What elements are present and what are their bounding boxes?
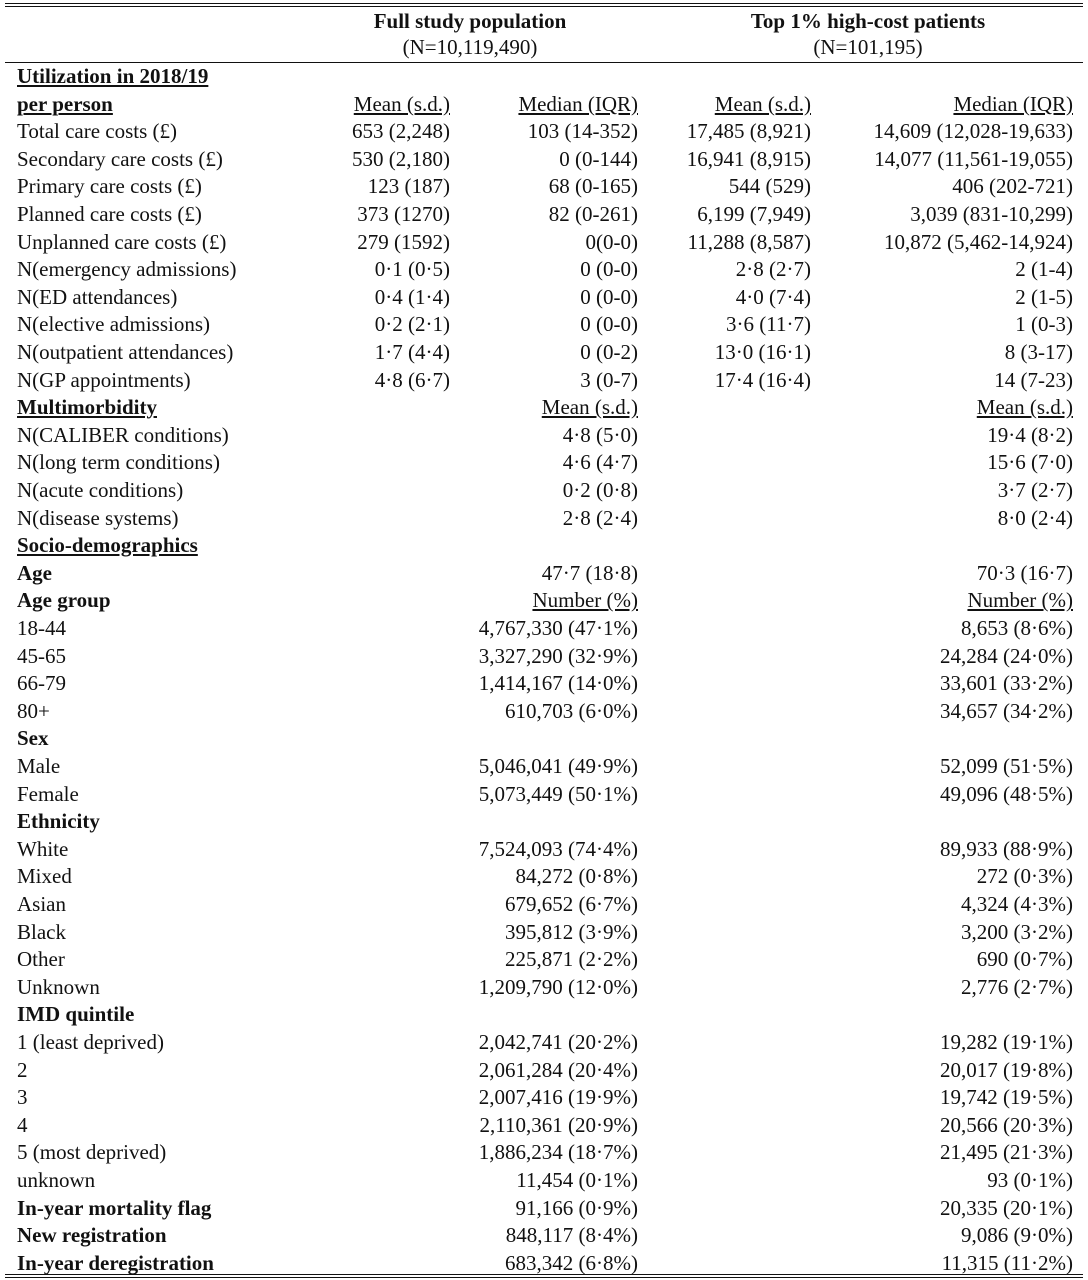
table-cell: 91,166 (0·9%) <box>515 1195 638 1220</box>
table-cell: 2 (1-5) <box>1015 284 1073 309</box>
subsection-title-age: Age <box>17 560 52 585</box>
table-cell: 20,566 (20·3%) <box>940 1112 1073 1137</box>
table-cell: 2,042,741 (20·2%) <box>478 1030 638 1054</box>
table-row <box>0 643 1088 671</box>
top-rule-1 <box>5 3 1083 4</box>
subsection-title-imd: IMD quintile <box>17 1002 135 1027</box>
table-cell: 0 (0-2) <box>580 340 638 364</box>
table-row <box>0 1084 1088 1112</box>
row-label: 2 <box>17 1057 28 1082</box>
row-label: 1 (least deprived) <box>17 1030 164 1054</box>
table-cell: 0 (0-144) <box>559 146 638 171</box>
table-cell: 530 (2,180) <box>352 146 450 171</box>
table-cell: 225,871 (2·2%) <box>505 947 638 972</box>
table-cell: 14,609 (12,028-19,633) <box>873 119 1073 144</box>
full-population-header <box>330 8 610 60</box>
table-cell: 11,288 (8,587) <box>687 229 811 254</box>
table-row <box>0 229 1088 257</box>
top-cost-n: (N=101,195) <box>813 35 923 59</box>
table-cell: 33,601 (33·2%) <box>940 671 1073 696</box>
table-cell: 15·6 (7·0) <box>987 450 1073 475</box>
table-cell: 82 (0-261) <box>548 202 638 226</box>
row-label: Primary care costs (£) <box>17 174 202 199</box>
row-label: N(GP appointments) <box>17 367 191 392</box>
row-label: Secondary care costs (£) <box>17 146 223 171</box>
table-cell: 13·0 (16·1) <box>714 340 811 364</box>
table-cell: 683,342 (6·8%) <box>505 1250 638 1275</box>
table-cell: 406 (202-721) <box>952 174 1073 199</box>
table-cell: 2·8 (2·7) <box>735 257 811 282</box>
table-row <box>0 1167 1088 1195</box>
table-row <box>0 1057 1088 1085</box>
section-title-sociodemographics: Socio-demographics <box>17 533 198 558</box>
table-cell: 17,485 (8,921) <box>686 119 811 144</box>
row-label: Asian <box>17 892 66 916</box>
row-label: N(long term conditions) <box>17 450 220 475</box>
table-row <box>0 505 1088 533</box>
row-label: 45-65 <box>17 643 66 668</box>
row-label: Mixed <box>17 864 72 889</box>
table-cell: 93 (0·1%) <box>987 1168 1073 1192</box>
table-row <box>0 339 1088 367</box>
subsection-title-ethnicity: Ethnicity <box>17 809 100 834</box>
col-header-full-mean: Mean (s.d.) <box>353 91 450 116</box>
row-label: 80+ <box>17 698 50 723</box>
table-row <box>0 173 1088 201</box>
table-cell: 610,703 (6·0%) <box>505 698 638 723</box>
table-cell: 8 (3-17) <box>1004 340 1073 364</box>
utilization-col-header-row <box>0 91 1088 119</box>
table-cell: 70·3 (16·7) <box>976 560 1073 585</box>
section-multimorbidity <box>0 394 1088 422</box>
subsection-ethnicity <box>0 808 1088 836</box>
table-row <box>0 1139 1088 1167</box>
table-cell: 2,776 (2·7%) <box>961 974 1073 999</box>
row-label: N(outpatient attendances) <box>17 340 234 364</box>
table-cell: 5,073,449 (50·1%) <box>478 781 638 806</box>
table-row <box>0 698 1088 726</box>
full-population-title: Full study population <box>373 9 567 33</box>
table-row <box>0 422 1088 450</box>
table-cell: 4·0 (7·4) <box>735 284 811 309</box>
table-cell: 89,933 (88·9%) <box>940 836 1073 861</box>
row-label: N(elective admissions) <box>17 312 211 337</box>
table-row <box>0 1195 1088 1223</box>
table-cell: 4·8 (5·0) <box>562 422 638 447</box>
section-utilization <box>0 63 1088 91</box>
row-label: N(emergency admissions) <box>17 257 237 282</box>
table-cell: 3 (0-7) <box>580 367 638 392</box>
table-row <box>0 919 1088 947</box>
table-cell: 11,315 (11·2%) <box>941 1250 1073 1275</box>
table-cell: 2,110,361 (20·9%) <box>479 1112 638 1137</box>
table-cell: 21,495 (21·3%) <box>940 1140 1073 1165</box>
table-cell: 0 (0-0) <box>580 257 638 282</box>
row-label: White <box>17 836 69 861</box>
top-cost-title: Top 1% high-cost patients <box>750 9 986 33</box>
table-cell: 19·4 (8·2) <box>987 422 1073 447</box>
table-cell: 24,284 (24·0%) <box>940 643 1073 668</box>
table-row <box>0 946 1088 974</box>
table-row <box>0 1029 1088 1057</box>
table-cell: 84,272 (0·8%) <box>515 864 638 889</box>
col-header-full-median: Median (IQR) <box>518 91 638 116</box>
table-row <box>0 284 1088 312</box>
table-cell: 690 (0·7%) <box>976 947 1073 972</box>
row-label: Unplanned care costs (£) <box>17 229 227 254</box>
subsection-title-dereg: In-year deregistration <box>17 1250 214 1275</box>
section-title-utilization: Utilization in 2018/19 <box>17 64 209 88</box>
table-cell: 4,324 (4·3%) <box>961 892 1073 916</box>
table-row <box>0 311 1088 339</box>
subsection-age-group <box>0 587 1088 615</box>
table-cell: 2,061,284 (20·4%) <box>478 1057 638 1082</box>
row-label: 4 <box>17 1112 28 1137</box>
table-cell: 0·1 (0·5) <box>374 257 450 282</box>
subsection-sex <box>0 725 1088 753</box>
table-row <box>0 201 1088 229</box>
table-row <box>0 670 1088 698</box>
table-cell: 2·8 (2·4) <box>562 505 638 530</box>
row-label: Male <box>17 754 61 778</box>
table-cell: 34,657 (34·2%) <box>940 698 1073 723</box>
row-label: 3 <box>17 1085 28 1110</box>
table-cell: 4,767,330 (47·1%) <box>478 616 638 640</box>
table-cell: 68 (0-165) <box>548 174 638 199</box>
col-header-full-mean: Mean (s.d.) <box>541 395 638 420</box>
table-cell: 14,077 (11,561-19,055) <box>874 146 1073 171</box>
table-cell: 10,872 (5,462-14,924) <box>884 229 1073 254</box>
row-label: N(disease systems) <box>17 505 179 530</box>
table-cell: 3,039 (831-10,299) <box>910 202 1073 226</box>
table-row <box>0 118 1088 146</box>
table-cell: 1·7 (4·4) <box>374 340 450 364</box>
table-cell: 1,886,234 (18·7%) <box>478 1140 638 1165</box>
table-cell: 0·4 (1·4) <box>374 284 450 309</box>
table-cell: 848,117 (8·4%) <box>505 1223 638 1248</box>
table-cell: 3·7 (2·7) <box>997 478 1073 502</box>
table-cell: 279 (1592) <box>357 229 450 254</box>
row-label: Female <box>17 781 79 806</box>
subsection-imd <box>0 1001 1088 1029</box>
row-label: Black <box>17 919 66 944</box>
table-cell: 4·8 (6·7) <box>374 367 450 392</box>
row-label: 66-79 <box>17 671 66 696</box>
row-label: N(ED attendances) <box>17 284 178 309</box>
table-row <box>0 146 1088 174</box>
table-cell: 6,199 (7,949) <box>697 202 811 226</box>
row-label: N(CALIBER conditions) <box>17 422 229 447</box>
table-cell: 16,941 (8,915) <box>686 146 811 171</box>
table-row <box>0 891 1088 919</box>
table-cell: 373 (1270) <box>357 202 450 226</box>
table-cell: 3,327,290 (32·9%) <box>478 643 638 668</box>
table-cell: 7,524,093 (74·4%) <box>478 836 638 861</box>
table-cell: 4·6 (4·7) <box>562 450 638 475</box>
table-cell: 1,414,167 (14·0%) <box>478 671 638 696</box>
subsection-title-age-group: Age group <box>17 588 111 613</box>
table-cell: 0 (0-0) <box>580 284 638 309</box>
table-row <box>0 1222 1088 1250</box>
col-header-top-mean: Mean (s.d.) <box>976 395 1073 420</box>
row-label: Total care costs (£) <box>17 119 178 144</box>
col-header-top-mean: Mean (s.d.) <box>714 91 811 116</box>
table-cell: 1 (0-3) <box>1015 312 1073 337</box>
table-cell: 20,335 (20·1%) <box>940 1195 1073 1220</box>
table-row <box>0 974 1088 1002</box>
table-cell: 679,652 (6·7%) <box>505 892 638 916</box>
col-header-full-number: Number (%) <box>532 588 638 613</box>
table-cell: 0·2 (2·1) <box>374 312 450 337</box>
section-subtitle-per-person: per person <box>17 91 113 116</box>
table-cell: 5,046,041 (49·9%) <box>478 754 638 778</box>
table-row <box>0 477 1088 505</box>
table-row <box>0 863 1088 891</box>
row-label: 5 (most deprived) <box>17 1140 167 1165</box>
table-cell: 8,653 (8·6%) <box>961 616 1073 640</box>
col-header-top-number: Number (%) <box>967 588 1073 613</box>
table-cell: 3·6 (11·7) <box>726 312 811 337</box>
table-cell: 52,099 (51·5%) <box>940 754 1073 778</box>
subsection-title-mortality: In-year mortality flag <box>17 1195 212 1220</box>
table-cell: 20,017 (19·8%) <box>940 1057 1073 1082</box>
table-cell: 14 (7-23) <box>994 367 1073 392</box>
table-cell: 2,007,416 (19·9%) <box>478 1085 638 1110</box>
top-rule-2 <box>5 6 1083 7</box>
row-label: Planned care costs (£) <box>17 202 202 226</box>
table-row <box>0 449 1088 477</box>
table-cell: 19,282 (19·1%) <box>940 1030 1073 1054</box>
table-cell: 9,086 (9·0%) <box>961 1223 1073 1248</box>
row-label: 18-44 <box>17 616 66 640</box>
row-label: unknown <box>17 1168 96 1192</box>
table-cell: 11,454 (0·1%) <box>516 1168 638 1192</box>
table-cell: 3,200 (3·2%) <box>961 919 1073 944</box>
top-cost-header <box>718 8 1018 60</box>
table-cell: 49,096 (48·5%) <box>940 781 1073 806</box>
table-cell: 0(0-0) <box>585 229 638 254</box>
table-cell: 103 (14-352) <box>527 119 638 144</box>
table-cell: 544 (529) <box>728 174 811 199</box>
table-cell: 653 (2,248) <box>352 119 450 144</box>
table-cell: 395,812 (3·9%) <box>505 919 638 944</box>
col-header-top-median: Median (IQR) <box>953 91 1073 116</box>
table-row <box>0 256 1088 284</box>
table-cell: 17·4 (16·4) <box>714 367 811 392</box>
full-population-n: (N=10,119,490) <box>402 35 538 59</box>
table-cell: 0 (0-0) <box>580 312 638 337</box>
row-label: Other <box>17 947 65 972</box>
row-label: Unknown <box>17 974 100 999</box>
section-title-multimorbidity: Multimorbidity <box>17 395 157 420</box>
section-sociodemographics <box>0 532 1088 560</box>
table-cell: 2 (1-4) <box>1015 257 1073 282</box>
table-row <box>0 753 1088 781</box>
table-cell: 19,742 (19·5%) <box>940 1085 1073 1110</box>
table-cell: 8·0 (2·4) <box>997 505 1073 530</box>
table-row <box>0 560 1088 588</box>
table-cell: 123 (187) <box>367 174 450 199</box>
table-row <box>0 1112 1088 1140</box>
table-cell: 272 (0·3%) <box>976 864 1073 889</box>
table-row <box>0 367 1088 395</box>
table-row <box>0 615 1088 643</box>
subsection-title-new_reg: New registration <box>17 1223 167 1248</box>
row-label: N(acute conditions) <box>17 478 184 502</box>
subsection-title-sex: Sex <box>17 726 49 751</box>
table-row <box>0 781 1088 809</box>
table-row <box>0 1250 1088 1278</box>
table-row <box>0 836 1088 864</box>
table-cell: 0·2 (0·8) <box>562 478 638 502</box>
table-cell: 1,209,790 (12·0%) <box>478 974 638 999</box>
table-cell: 47·7 (18·8) <box>541 560 638 585</box>
